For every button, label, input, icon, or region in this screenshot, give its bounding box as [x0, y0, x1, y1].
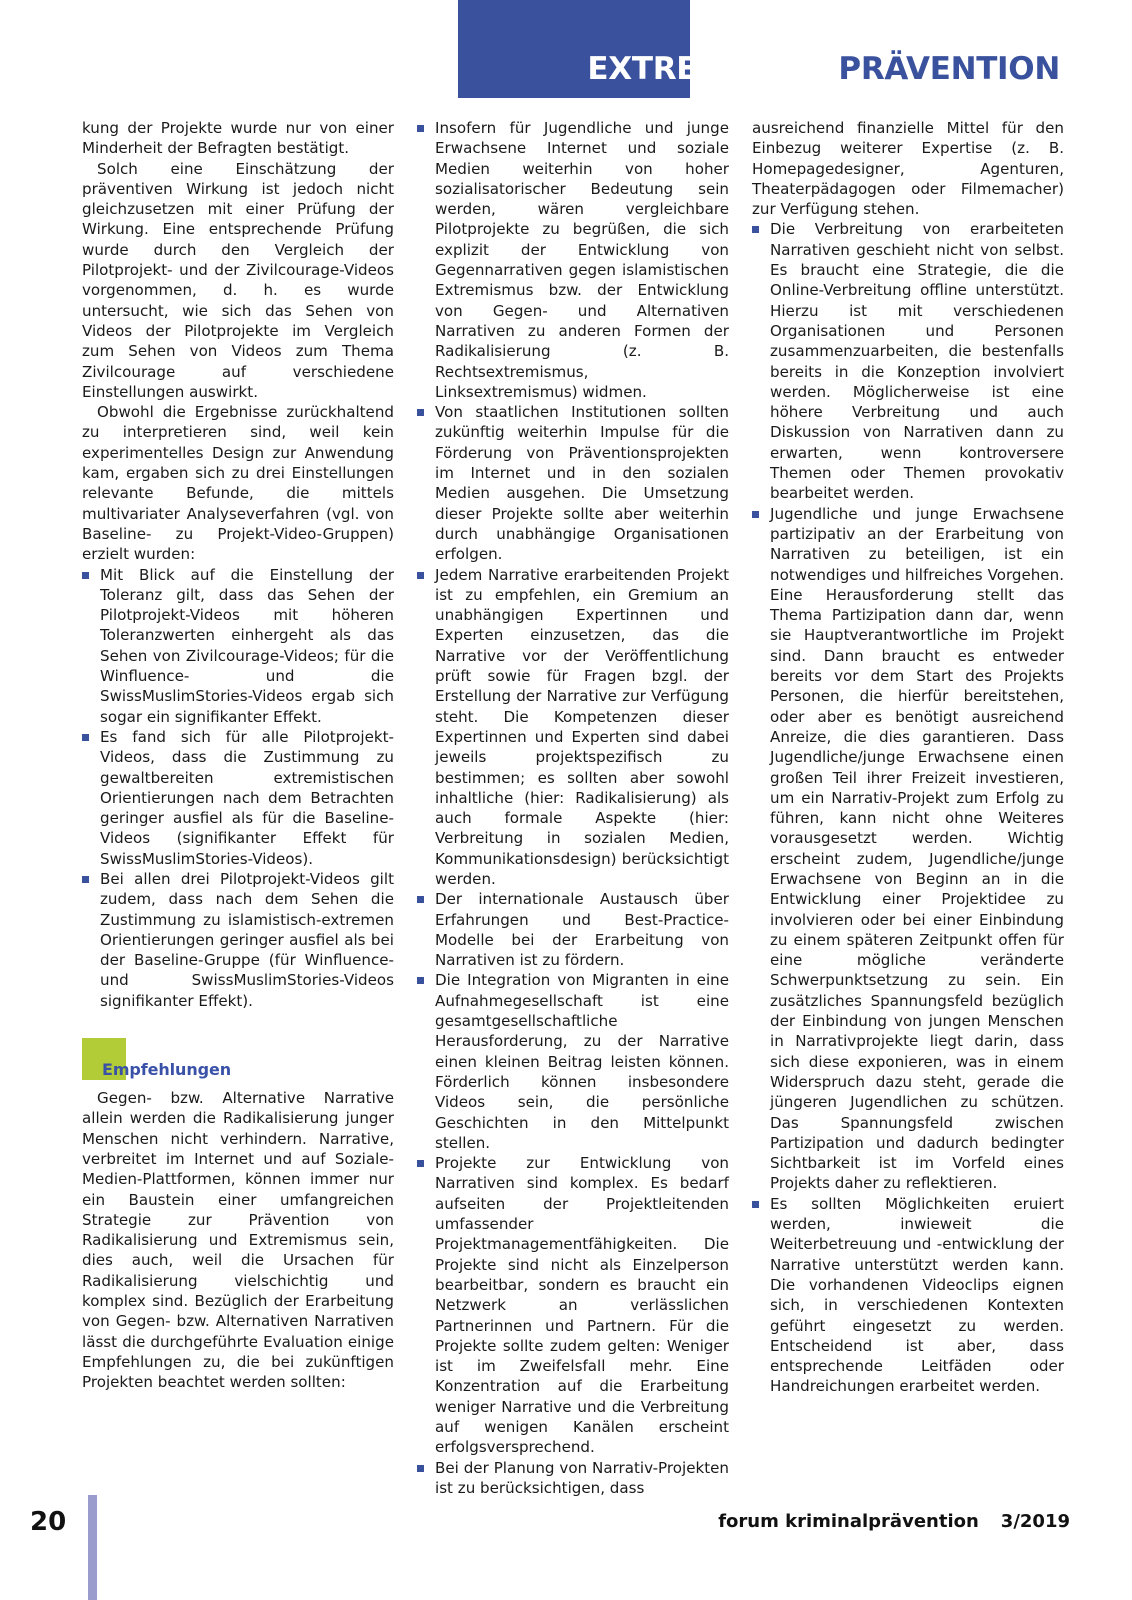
- publication-name: forum kriminalprävention: [718, 1511, 979, 1532]
- list-item: Die Integration von Migranten in eine Aufnahmegesellschaft ist eine gesamtgesellschaftliche Herausforderung, zu der Narrative einen kleinen Beitrag leisten können. Förderlich können insbesondere Videos sein, die persönliche Geschichten in den Mittelpunkt stellen.: [417, 970, 729, 1153]
- bullet-list: [417, 118, 729, 1498]
- footer-divider-bar: [88, 1495, 97, 1600]
- paragraph: Gegen- bzw. Alternative Narrative allein werden die Radikalisierung junger Menschen nicht verhindern. Narrative, verbreitet im Internet und auf Soziale-Medien-Plattformen, können immer nur ein Baustein einer umfangreichen Strategie zur Prävention von Radikalisierung und Extremismus sein, dies auch, weil die Ursachen für Radikalisierung vielschichtig und komplex sind. Bezüglich der Erarbeitung von Gegen- bzw. Alternativen Narrativen lässt die durchgeführte Evaluation einige Empfehlungen zu, die bei zukünftigen Projekten beachtet werden sollten:: [82, 1089, 394, 1392]
- page-footer: [0, 1495, 1132, 1600]
- bullet-list: [82, 565, 394, 1012]
- list-item: Mit Blick auf die Einstellung der Toleranz gilt, dass das Sehen der Pilotprojekt-Videos mit höheren Toleranzwerten einhergeht als das Sehen von Zivilcourage-Videos; für die Winfluence- und die SwissMuslimStories-Videos ergab sich sogar ein signifikanter Effekt.: [82, 565, 394, 727]
- issue-number: 3/2019: [1000, 1511, 1070, 1532]
- list-item: Es fand sich für alle Pilotprojekt-Videos, dass die Zustimmung zu gewaltbereiten extremistischen Orientierungen nach dem Betrachten geringer ausfiel als für die Baseline-Videos (signifikanter Effekt für SwissMuslimStories-Videos).: [82, 727, 394, 869]
- list-item: Es sollten Möglichkeiten eruiert werden, inwieweit die Weiterbetreuung und -entwicklung der Narrative unterstützt werden kann. Die vorhandenen Videoclips eignen sich, in verschiedenen Kontexten geführt eingesetzt zu werden. Entscheidend ist aber, dass entsprechende Leitfäden oder Handreichungen erarbeitet werden.: [752, 1194, 1064, 1397]
- list-item: Von staatlichen Institutionen sollten zukünftig weiterhin Impulse für die Förderung von Präventionsprojekten im Internet und in den sozialen Medien ausgehen. Die Umsetzung dieser Projekte sollte aber weiterhin durch unabhängige Organisationen erfolgen.: [417, 402, 729, 564]
- page-title-part-2: PRÄVENTION: [838, 51, 1060, 87]
- paragraph-continued: kung der Projekte wurde nur von einer Minderheit der Befragten bestätigt.: [82, 119, 394, 158]
- list-item: Projekte zur Entwicklung von Narrativen sind komplex. Es bedarf aufseiten der Projektleitenden umfassender Projektmanagementfähigkeiten. Die Projekte sind nicht als Einzelperson bearbeitbar, sondern es braucht ein Netzwerk an verlässlichen Partnerinnen und Partnern. Für die Projekte sollte zudem gelten: Weniger ist im Zweifelsfall mehr. Eine Konzentration auf die Erarbeitung weniger Narrative und die Verbreitung auf wenigen Kanälen erscheint erfolgsversprechend.: [417, 1153, 729, 1457]
- list-item: Die Verbreitung von erarbeiteten Narrativen geschieht nicht von selbst. Es braucht eine Strategie, die die Online-Verbreitung offline unterstützt. Hierzu ist mit verschiedenen Organisationen und Personen zusammenzuarbeiten, die bestenfalls bereits in die Konzeption involviert werden. Möglicherweise ist eine höhere Verbreitung und auch Diskussion von Narrativen dann zu erwarten, wenn kontroversere Themen oder Themen provokativ bearbeitet werden.: [752, 219, 1064, 503]
- page-title-part-1: EXTREMISMUS: [587, 51, 839, 87]
- section-heading: [82, 1038, 394, 1080]
- page-number: 20: [30, 1507, 67, 1537]
- list-item: Bei allen drei Pilotprojekt-Videos gilt zudem, dass nach dem Sehen die Zustimmung zu islamistisch-extremen Orientierungen geringer ausfiel als bei der Baseline-Gruppe (für Winfluence- und SwissMuslimStories-Videos signifikanter Effekt).: [82, 869, 394, 1011]
- section-heading-label: Empfehlungen: [102, 1060, 232, 1080]
- article-columns: [0, 118, 1132, 1498]
- paragraph: Obwohl die Ergebnisse zurückhaltend zu interpretieren sind, weil kein experimentelles Design zur Anwendung kam, ergaben sich zu drei Einstellungen relevante Befunde, die mittels multivariater Analyseverfahren (vgl. von Baseline- zu Projekt-Video-Gruppen) erzielt wurden:: [82, 403, 394, 564]
- paragraph: Solch eine Einschätzung der präventiven Wirkung ist jedoch nicht gleichzusetzen mit einer Prüfung der Wirkung. Eine entsprechende Prüfung wurde durch den Vergleich der Pilotprojekt- und der Zivilcourage-Videos vorgenommen, d. h. es wurde untersucht, wie sich das Sehen von Videos der Pilotprojekte im Vergleich zum Sehen von Videos zum Thema Zivilcourage auf verschiedene Einstellungen auswirkt.: [82, 159, 394, 401]
- column-1: [82, 118, 394, 1498]
- bullet-list: [752, 219, 1064, 1396]
- column-2: [417, 118, 729, 1498]
- page-title: [0, 51, 1060, 87]
- paragraph-continued: ausreichend finanzielle Mittel für den Einbezug weiterer Expertise (z. B. Homepagedesigner, Agenturen, Theaterpädagogen oder Filmemacher) zur Verfügung stehen.: [752, 119, 1064, 219]
- page-header: [0, 0, 1132, 110]
- list-item: Jedem Narrative erarbeitenden Projekt ist zu empfehlen, ein Gremium an unabhängigen Expertinnen und Experten einzusetzen, das die Narrative vor der Veröffentlichung prüft sowie für Fragen bzgl. der Erstellung der Narrative zur Verfügung steht. Die Kompetenzen dieser Expertinnen und Experten sind dabei jeweils projektspezifisch zu bestimmen; es sollten aber sowohl inhaltliche (hier: Radikalisierung) als auch formale Aspekte (hier: Verbreitung in sozialen Medien, Kommunikationsdesign) berücksichtigt werden.: [417, 565, 729, 890]
- list-item: Jugendliche und junge Erwachsene partizipativ an der Erarbeitung von Narrativen zu beteiligen, ist ein notwendiges und hilfreiches Vorgehen. Eine Herausforderung stellt das Thema Partizipation dann dar, wenn sie Hauptverantwortliche im Projekt sind. Dann braucht es entweder bereits vor dem Start des Projekts Personen, die hierfür bereitstehen, oder aber es benötigt ausreichend Anreize, die dies garantieren. Dass Jugendliche/junge Erwachsene einen großen Teil ihrer Freizeit investieren, um ein Narrativ-Projekt zum Erfolg zu führen, kann nicht ohne Weiteres vorausgesetzt werden. Wichtig erscheint zudem, Jugendliche/junge Erwachsene von Beginn an in die Entwicklung einer Projektidee zu involvieren oder bei einer Einbindung zu einem späteren Zeitpunkt offen für eine mögliche veränderte Schwerpunktsetzung zu sein. Ein zusätzliches Spannungsfeld bezüglich der Einbindung von jungen Menschen in Narrativprojekte liegt darin, dass sich diese exponieren, was in einem Widerspruch dazu steht, gerade die jüngeren Jugendlichen zu schützen. Das Spannungsfeld zwischen Partizipation und dadurch bedingter Sichtbarkeit ist im Vorfeld eines Projekts daher zu reflektieren.: [752, 504, 1064, 1194]
- footer-publication-info: [718, 1511, 1070, 1532]
- list-item: Der internationale Austausch über Erfahrungen und Best-Practice-Modelle bei der Erarbeitung von Narrativen ist zu fördern.: [417, 889, 729, 970]
- list-item: Insofern für Jugendliche und junge Erwachsene Internet und soziale Medien weiterhin von hoher sozialisatorischer Bedeutung sein werden, wären vergleichbare Pilotprojekte zu begrüßen, die sich explizit der Entwicklung von Gegennarrativen gegen islamistischen Extremismus bzw. der Entwicklung von Gegen- und Alternativen Narrativen zu anderen Formen der Radikalisierung (z. B. Rechtsextremismus, Linksextremismus) widmen.: [417, 118, 729, 402]
- list-item: Bei der Planung von Narrativ-Projekten ist zu berücksichtigen, dass: [417, 1458, 729, 1499]
- column-3: [752, 118, 1064, 1498]
